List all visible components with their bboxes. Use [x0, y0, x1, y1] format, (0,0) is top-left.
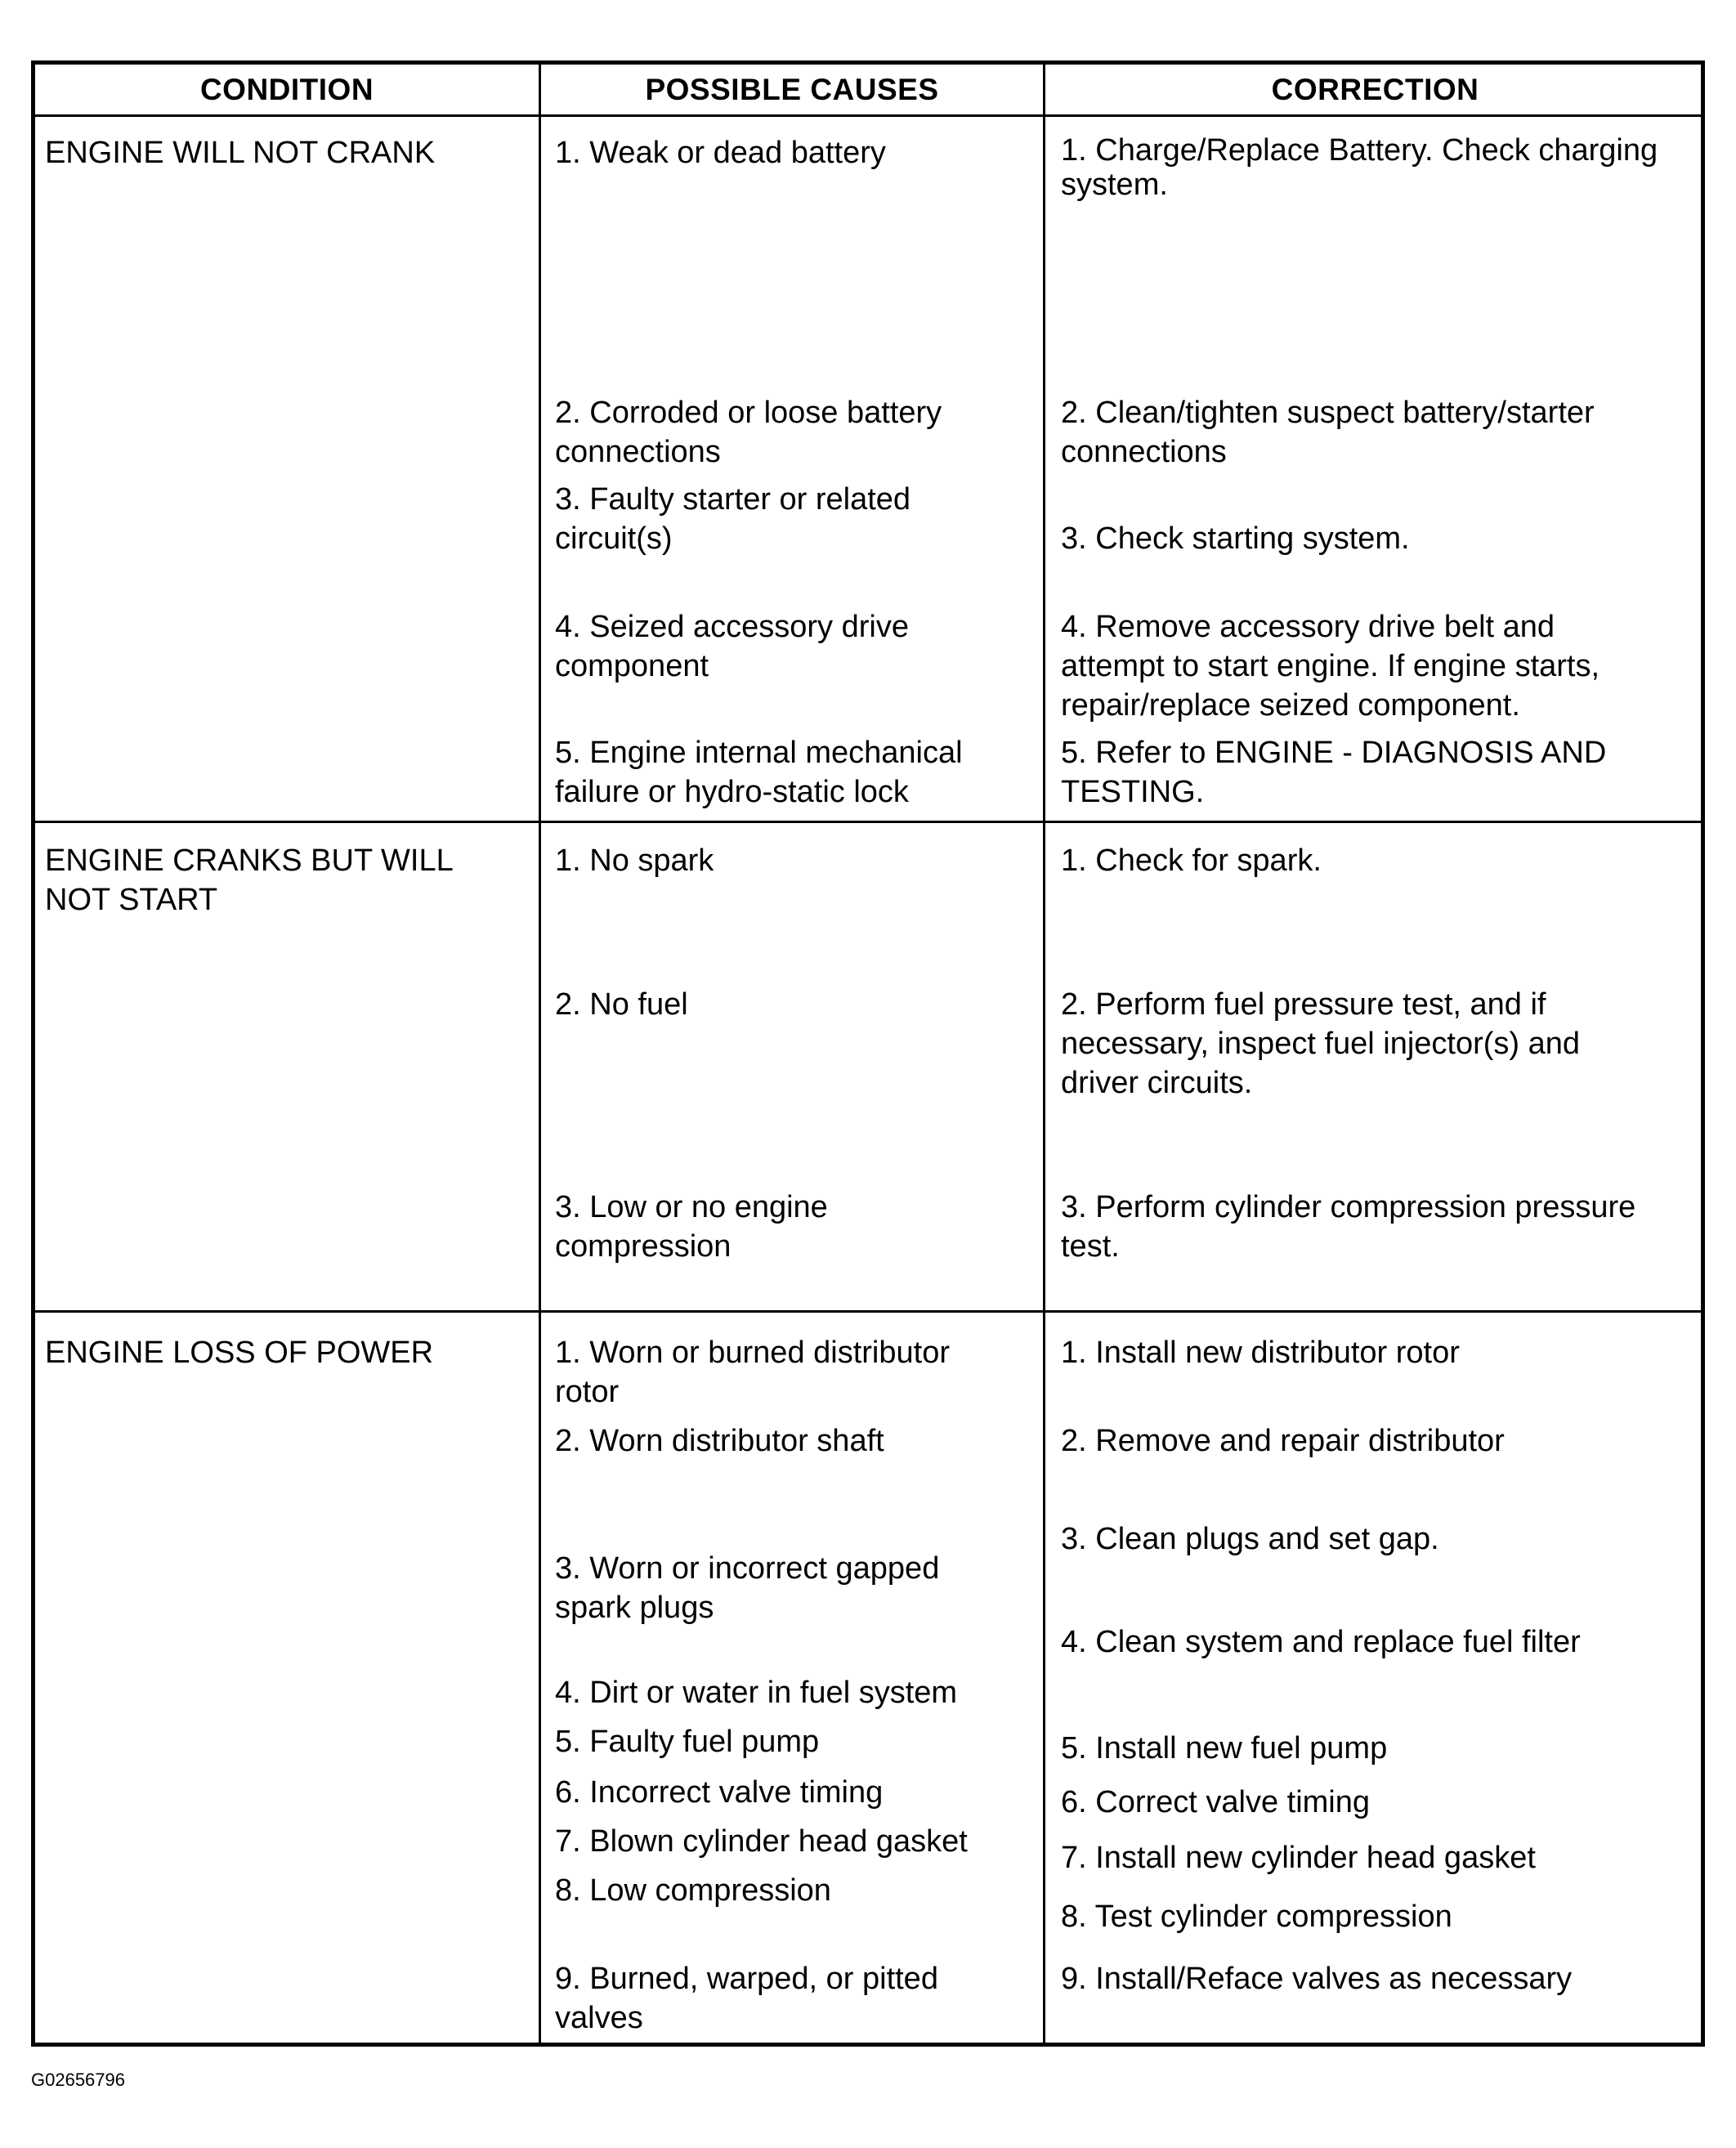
header-correction: CORRECTION — [1271, 72, 1479, 106]
cause-item: 9. Burned, warped, or pitted valves — [555, 1962, 938, 2035]
correction-item: 8. Test cylinder compression — [1061, 1900, 1452, 1934]
correction-item: 7. Install new cylinder head gasket — [1061, 1841, 1536, 1875]
cause-item: 3. Low or no engine compression — [555, 1190, 828, 1264]
correction-item: 3. Perform cylinder compression pressure test. — [1061, 1190, 1636, 1264]
cause-item: 5. Engine internal mechanical failure or hydro-static lock — [555, 736, 963, 809]
header-divider — [35, 114, 1701, 117]
correction-item: 4. Remove accessory drive belt and attempt to start engine. If engine starts, repair/replace seized component. — [1061, 610, 1600, 723]
cause-item: 1. No spark — [555, 844, 714, 878]
correction-item: 2. Clean/tighten suspect battery/starter connections — [1061, 396, 1595, 469]
correction-item: 1. Install new distributor rotor — [1061, 1336, 1460, 1370]
correction-item: 4. Clean system and replace fuel filter — [1061, 1625, 1581, 1659]
condition-label: ENGINE CRANKS BUT WILL NOT START — [45, 844, 454, 917]
header-condition: CONDITION — [199, 72, 374, 106]
cause-item: 7. Blown cylinder head gasket — [555, 1824, 968, 1859]
cause-item: 2. Corroded or loose battery connections — [555, 396, 942, 469]
cause-item: 4. Seized accessory drive component — [555, 610, 909, 683]
column-divider — [1043, 65, 1045, 2043]
cause-item: 5. Faulty fuel pump — [555, 1725, 820, 1759]
cause-item: 6. Incorrect valve timing — [555, 1775, 884, 1810]
column-divider — [539, 65, 541, 2043]
correction-item: 5. Refer to ENGINE - DIAGNOSIS AND TESTING. — [1061, 736, 1607, 809]
correction-item: 2. Perform fuel pressure test, and if necessary, inspect fuel injector(s) and driver circuits. — [1061, 987, 1581, 1100]
cause-item: 2. No fuel — [555, 987, 688, 1022]
correction-item: 5. Install new fuel pump — [1061, 1731, 1388, 1765]
correction-item: 3. Check starting system. — [1061, 521, 1410, 556]
figure-id: G02656796 — [31, 2070, 125, 2090]
condition-label: ENGINE WILL NOT CRANK — [45, 136, 436, 170]
correction-item: 1. Check for spark. — [1061, 844, 1322, 878]
cause-item: 8. Low compression — [555, 1873, 831, 1908]
cause-item: 1. Weak or dead battery — [555, 136, 886, 170]
correction-item: 6. Correct valve timing — [1061, 1785, 1371, 1819]
header-possible-causes: POSSIBLE CAUSES — [645, 72, 939, 106]
correction-item: 3. Clean plugs and set gap. — [1061, 1522, 1439, 1556]
cause-item: 4. Dirt or water in fuel system — [555, 1676, 958, 1710]
troubleshooting-table — [31, 60, 1705, 2047]
cause-item: 3. Worn or incorrect gapped spark plugs — [555, 1551, 940, 1625]
correction-item: 1. Charge/Replace Battery. Check charging system. — [1061, 133, 1658, 202]
cause-item: 2. Worn distributor shaft — [555, 1424, 884, 1458]
row-divider — [35, 821, 1701, 823]
cause-item: 1. Worn or burned distributor rotor — [555, 1336, 950, 1409]
cause-item: 3. Faulty starter or related circuit(s) — [555, 482, 911, 556]
condition-label: ENGINE LOSS OF POWER — [45, 1336, 434, 1370]
correction-item: 9. Install/Reface valves as necessary — [1061, 1962, 1573, 1996]
correction-item: 2. Remove and repair distributor — [1061, 1424, 1505, 1458]
row-divider — [35, 1310, 1701, 1313]
